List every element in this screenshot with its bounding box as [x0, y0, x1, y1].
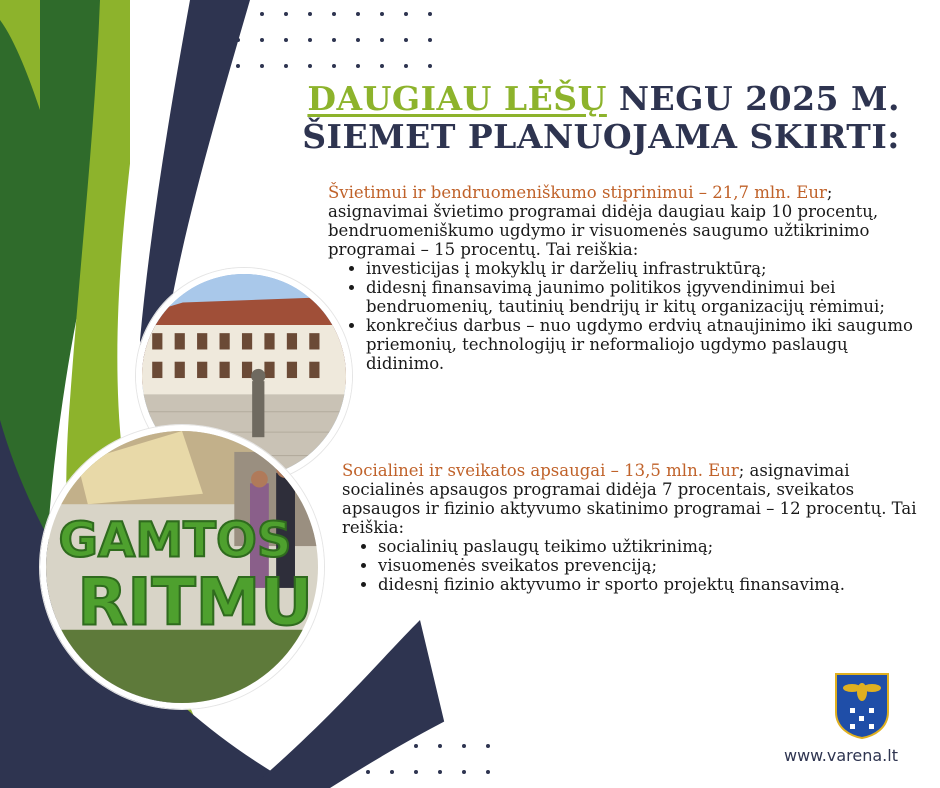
coat-of-arms-icon [834, 672, 890, 740]
list-item: • konkrečius darbus – nuo ugdymo erdvių atnaujinimo iki saugumo priemonių, technologijų ir neformaliojo ugdymo paslaugų didinimo. [366, 316, 918, 373]
section-education-intro: ; asignavimai švietimo programai didėja daugiau kaip 10 procentų, bendruomeniškumo ugdymo ir visuomenės saugumo užtikrinimo programai – 15 procentų. Tai reiškia: [328, 183, 879, 259]
headline-accent: DAUGIAU LĖŠŲ [307, 79, 607, 118]
sign-text-gamtos: GAMTOS [58, 512, 292, 569]
list-item: • visuomenės sveikatos prevenciją; [378, 556, 922, 575]
website-url: www.varena.lt [784, 746, 898, 765]
decorative-dots-top [236, 12, 452, 68]
section-education [328, 183, 918, 373]
photo-gamtos-ritmu [40, 425, 324, 709]
sign-text-ritmu: RITMU [77, 565, 313, 641]
section-social-intro: ; asignavimai socialinės apsaugos programai didėja 7 procentais, sveikatos apsaugos ir fizinio aktyvumo skatinimo programai – 12 procentų. Tai reiškia: [342, 461, 917, 537]
section-social-lead: Socialinei ir sveikatos apsaugai – 13,5 mln. Eur [342, 461, 739, 480]
headline [240, 80, 900, 156]
section-social-health [342, 461, 922, 594]
decorative-dots-bottom [318, 744, 510, 774]
section-education-list [328, 259, 918, 373]
list-item: • didesnį finansavimą jaunimo politikos įgyvendinimui bei bendruomenių, tautinių bendrijų ir kitų organizacijų rėmimui; [366, 278, 918, 316]
headline-line-1 [240, 80, 900, 118]
list-item: • investicijas į mokyklų ir darželių infrastruktūrą; [366, 259, 918, 278]
section-education-lead: Švietimui ir bendruomeniškumo stiprinimui – 21,7 mln. Eur [328, 183, 827, 202]
section-social-list [342, 537, 922, 594]
list-item: • socialinių paslaugų teikimo užtikrinimą; [378, 537, 922, 556]
list-item: • didesnį fizinio aktyvumo ir sporto projektų finansavimą. [378, 575, 922, 594]
headline-line-2: ŠIEMET PLANUOJAMA SKIRTI: [302, 117, 900, 156]
headline-rest: NEGU 2025 M. [606, 79, 900, 118]
